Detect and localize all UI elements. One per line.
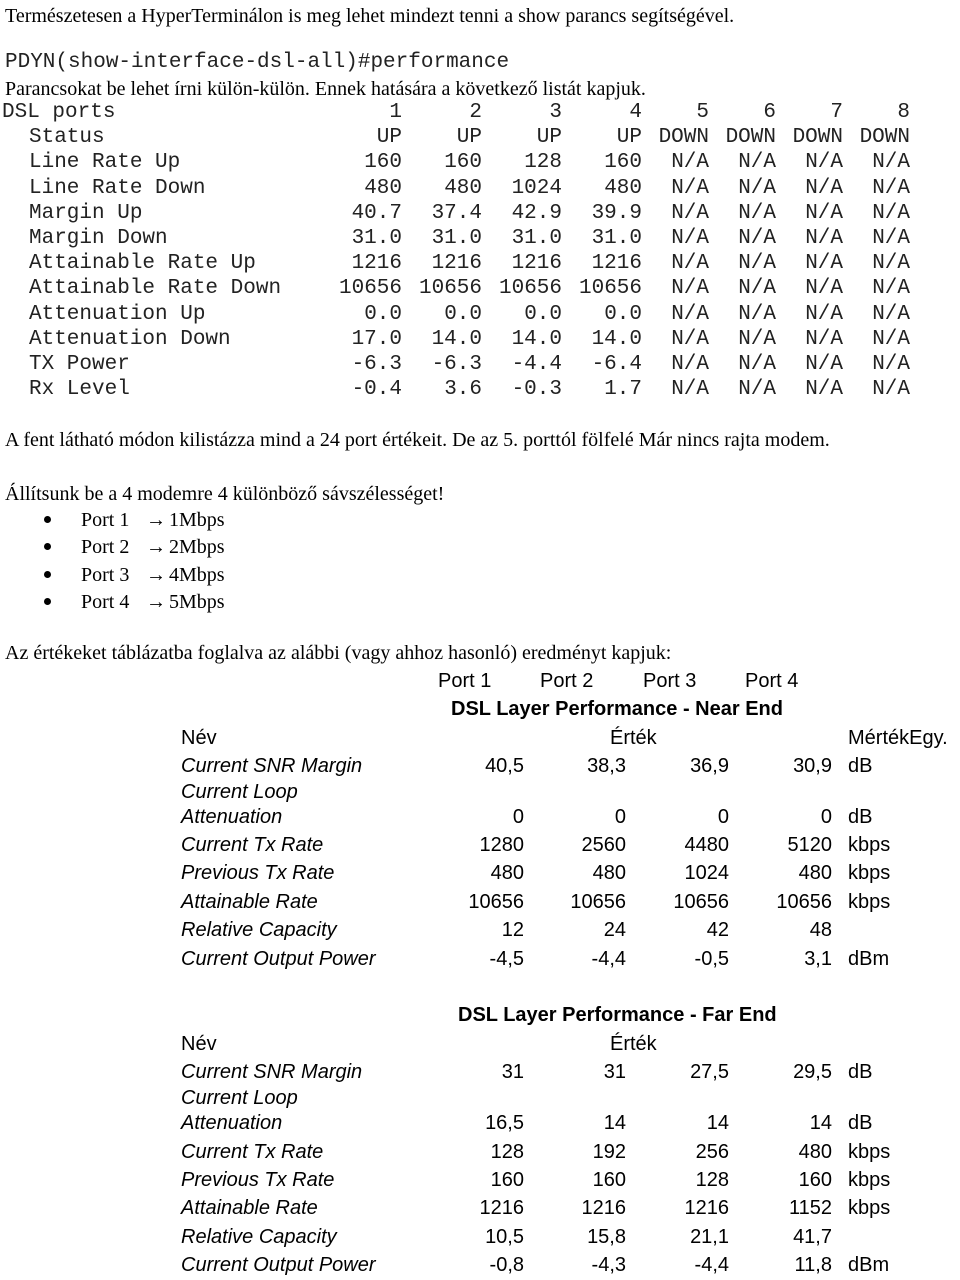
list-item bbox=[0, 590, 400, 614]
metric-value: 1024 bbox=[684, 862, 729, 884]
metric-name: Attainable Rate bbox=[181, 1197, 318, 1219]
terminal-cell: N/A bbox=[671, 302, 709, 326]
near-end-title: DSL Layer Performance - Near End bbox=[451, 698, 783, 720]
terminal-cell: 37.4 bbox=[431, 201, 482, 225]
table-row bbox=[0, 948, 960, 974]
terminal-cell: N/A bbox=[671, 227, 709, 250]
terminal-cell: 0.0 bbox=[364, 302, 402, 326]
port-header: Port 4 bbox=[745, 670, 799, 692]
metric-value: 3,1 bbox=[804, 948, 832, 970]
metric-value: 29,5 bbox=[793, 1061, 832, 1083]
metric-value: 0 bbox=[717, 806, 729, 828]
terminal-cell: 160 bbox=[604, 151, 642, 175]
metric-name: Current SNR Margin bbox=[181, 755, 363, 777]
terminal-cell: 5 bbox=[696, 101, 709, 124]
terminal-row-label: Margin Up bbox=[29, 201, 143, 225]
terminal-cell: N/A bbox=[872, 302, 910, 326]
terminal-cell: N/A bbox=[872, 151, 910, 175]
terminal-row-label: Attainable Rate Up bbox=[29, 252, 256, 276]
metric-value: -4,4 bbox=[591, 948, 626, 970]
terminal-cell: N/A bbox=[805, 327, 843, 351]
bullet-port-label: Port 1 bbox=[81, 509, 130, 531]
metric-value: 14 bbox=[603, 1112, 626, 1134]
terminal-cell: 480 bbox=[444, 176, 482, 200]
terminal-cell: N/A bbox=[738, 252, 776, 276]
metric-value: 31 bbox=[603, 1061, 626, 1083]
terminal-cell: N/A bbox=[805, 176, 843, 200]
arrow-right-icon: → bbox=[146, 563, 166, 586]
terminal-row bbox=[0, 227, 960, 252]
metric-unit: dB bbox=[848, 1061, 873, 1083]
metric-value: 40,5 bbox=[485, 755, 524, 777]
list-item bbox=[0, 535, 400, 559]
terminal-cell: 39.9 bbox=[591, 201, 642, 225]
terminal-cell: 1024 bbox=[511, 176, 562, 200]
terminal-cell: 480 bbox=[364, 176, 402, 200]
terminal-cell: DOWN bbox=[792, 126, 843, 150]
terminal-cell: 160 bbox=[364, 151, 402, 175]
bullet-port-label: Port 4 bbox=[81, 590, 130, 613]
metric-value: 1216 bbox=[479, 1197, 524, 1219]
terminal-cell: N/A bbox=[671, 151, 709, 175]
bullet-dot-icon bbox=[44, 571, 51, 578]
terminal-row bbox=[0, 151, 960, 176]
terminal-cell: 1216 bbox=[591, 252, 642, 276]
terminal-cell: N/A bbox=[671, 201, 709, 225]
terminal-cell: -6.3 bbox=[351, 353, 402, 376]
bullet-value: 4Mbps bbox=[169, 563, 225, 586]
terminal-cell: 10656 bbox=[498, 277, 562, 301]
terminal-row bbox=[0, 177, 960, 202]
bullet-value: 1Mbps bbox=[169, 509, 225, 531]
metric-value: 1152 bbox=[788, 1197, 832, 1219]
metric-unit: kbps bbox=[848, 1169, 891, 1191]
metric-value: 480 bbox=[592, 862, 626, 884]
terminal-cell: 3.6 bbox=[444, 378, 482, 402]
terminal-cell: N/A bbox=[738, 176, 776, 200]
terminal-cell: DOWN bbox=[658, 126, 709, 150]
metric-value: 192 bbox=[592, 1141, 626, 1163]
terminal-cell: DOWN bbox=[725, 126, 776, 150]
terminal-row-label: DSL ports bbox=[2, 101, 116, 124]
metric-name: Current SNR Margin bbox=[181, 1061, 363, 1083]
terminal-cell: 17.0 bbox=[351, 327, 402, 351]
metric-value: 128 bbox=[490, 1141, 524, 1163]
terminal-row-label: Margin Down bbox=[29, 227, 168, 250]
terminal-cell: 14.0 bbox=[511, 327, 562, 351]
far-end-header-row bbox=[0, 1033, 960, 1059]
terminal-cell: 128 bbox=[524, 151, 562, 175]
metric-value: 41,7 bbox=[793, 1226, 832, 1248]
terminal-cell: 1 bbox=[389, 101, 402, 124]
terminal-cell: N/A bbox=[738, 302, 776, 326]
terminal-cell: UP bbox=[536, 126, 562, 150]
terminal-cell: N/A bbox=[738, 353, 776, 376]
metric-value: 0 bbox=[614, 806, 626, 828]
port-header: Port 1 bbox=[438, 670, 492, 692]
terminal-cell: N/A bbox=[738, 227, 776, 250]
terminal-cell: 1216 bbox=[431, 252, 482, 276]
terminal-cell: N/A bbox=[872, 201, 910, 225]
metric-value: 10656 bbox=[776, 891, 832, 913]
terminal-cell: 480 bbox=[604, 176, 642, 200]
metric-name: Relative Capacity bbox=[181, 1226, 337, 1248]
terminal-cell: 31.0 bbox=[511, 227, 562, 250]
terminal-cell: 40.7 bbox=[351, 201, 402, 225]
table-row bbox=[0, 806, 960, 832]
metric-name: Previous Tx Rate bbox=[181, 1169, 335, 1191]
metric-unit: dB bbox=[848, 806, 873, 828]
list-item bbox=[0, 563, 400, 587]
terminal-cell: N/A bbox=[872, 252, 910, 276]
terminal-cell: N/A bbox=[872, 378, 910, 402]
near-end-header-row bbox=[0, 727, 960, 753]
terminal-cell: N/A bbox=[805, 277, 843, 301]
metric-value: -0,8 bbox=[489, 1254, 524, 1276]
terminal-cell: N/A bbox=[671, 176, 709, 200]
terminal-cell: 7 bbox=[830, 101, 843, 124]
metric-value: 10656 bbox=[673, 891, 729, 913]
terminal-cell: 0.0 bbox=[524, 302, 562, 326]
port-header: Port 2 bbox=[540, 670, 594, 692]
metric-value: 48 bbox=[809, 919, 832, 941]
far-end-table bbox=[0, 1033, 960, 1278]
terminal-cell: -6.3 bbox=[431, 353, 482, 376]
metric-value: 38,3 bbox=[587, 755, 626, 777]
metric-name: Relative Capacity bbox=[181, 919, 337, 941]
metric-value: 480 bbox=[490, 862, 524, 884]
terminal-row bbox=[0, 277, 960, 302]
terminal-cell: N/A bbox=[738, 277, 776, 301]
metric-unit: dB bbox=[848, 1112, 873, 1134]
table-row bbox=[0, 1254, 960, 1280]
table-row bbox=[0, 1169, 960, 1195]
metric-value: 0 bbox=[512, 806, 524, 828]
bullet-port-label: Port 2 bbox=[81, 536, 130, 559]
terminal-row bbox=[0, 202, 960, 227]
table-row bbox=[0, 781, 960, 807]
terminal-cell: N/A bbox=[738, 151, 776, 175]
metric-value: 1216 bbox=[684, 1197, 729, 1219]
metric-name: Current Loop bbox=[181, 781, 298, 803]
table-row bbox=[0, 1112, 960, 1138]
terminal-cell: N/A bbox=[805, 201, 843, 225]
terminal-cell: 6 bbox=[763, 101, 776, 124]
terminal-row-label: Rx Level bbox=[29, 378, 130, 402]
terminal-cell: 4 bbox=[629, 101, 642, 124]
terminal-cell: N/A bbox=[872, 327, 910, 351]
terminal-cell: 14.0 bbox=[431, 327, 482, 351]
terminal-cell: N/A bbox=[872, 227, 910, 250]
terminal-cell: UP bbox=[456, 126, 482, 150]
terminal-output bbox=[0, 101, 960, 401]
terminal-cell: N/A bbox=[738, 201, 776, 225]
terminal-cell: 160 bbox=[444, 151, 482, 175]
metric-value: 36,9 bbox=[690, 755, 729, 777]
arrow-right-icon: → bbox=[146, 536, 166, 559]
terminal-cell: -4.4 bbox=[511, 353, 562, 376]
metric-value: 2560 bbox=[581, 834, 626, 856]
bullet-value: 2Mbps bbox=[169, 536, 225, 559]
terminal-row bbox=[0, 328, 960, 353]
metric-value: 30,9 bbox=[793, 755, 832, 777]
bullet-port-label: Port 3 bbox=[81, 563, 130, 586]
metric-value: 128 bbox=[695, 1169, 729, 1191]
metric-unit: dBm bbox=[848, 948, 890, 970]
metric-unit: kbps bbox=[848, 862, 891, 884]
terminal-cell: 3 bbox=[549, 101, 562, 124]
metric-value: -0,5 bbox=[694, 948, 729, 970]
metric-unit: kbps bbox=[848, 891, 891, 913]
metric-value: 160 bbox=[490, 1169, 524, 1191]
intro-text: Természetesen a HyperTerminálon is meg lehet mindezt tenni a show parancs segítségével. bbox=[5, 5, 735, 27]
terminal-header-row bbox=[0, 101, 960, 126]
table-row bbox=[0, 862, 960, 888]
table-intro: Az értékeket táblázatba foglalva az alábbi (vagy ahhoz hasonló) eredményt kapjuk: bbox=[5, 642, 672, 664]
terminal-row-label: TX Power bbox=[29, 353, 130, 376]
near-end-table bbox=[0, 727, 960, 977]
metric-value: 31 bbox=[501, 1061, 524, 1083]
metric-unit: dBm bbox=[848, 1254, 890, 1276]
terminal-cell: N/A bbox=[805, 151, 843, 175]
col-value-header: Érték bbox=[610, 727, 657, 749]
port-header: Port 3 bbox=[643, 670, 697, 692]
terminal-row-label: Attenuation Down bbox=[29, 327, 231, 351]
metric-value: -4,4 bbox=[694, 1254, 729, 1276]
arrow-right-icon: → bbox=[146, 590, 166, 613]
metric-value: 16,5 bbox=[485, 1112, 524, 1134]
metric-value: 12 bbox=[501, 919, 524, 941]
bullet-value: 5Mbps bbox=[169, 590, 225, 613]
metric-name: Attenuation bbox=[181, 1112, 283, 1134]
metric-name: Current Tx Rate bbox=[181, 834, 324, 856]
terminal-cell: 8 bbox=[897, 101, 910, 124]
metric-name: Current Output Power bbox=[181, 1254, 376, 1276]
terminal-cell: 1.7 bbox=[604, 378, 642, 402]
metric-value: 256 bbox=[695, 1141, 729, 1163]
terminal-cell: 0.0 bbox=[444, 302, 482, 326]
table-row bbox=[0, 1226, 960, 1252]
metric-value: 5120 bbox=[787, 834, 832, 856]
terminal-cell: N/A bbox=[671, 378, 709, 402]
metric-value: 480 bbox=[798, 862, 832, 884]
terminal-row-label: Attainable Rate Down bbox=[29, 277, 282, 301]
terminal-cell: N/A bbox=[671, 327, 709, 351]
terminal-cell: N/A bbox=[805, 353, 843, 376]
terminal-cell: N/A bbox=[805, 227, 843, 250]
table-row bbox=[0, 891, 960, 917]
far-end-title: DSL Layer Performance - Far End bbox=[458, 1004, 777, 1026]
metric-unit: dB bbox=[848, 755, 873, 777]
metric-value: 1216 bbox=[581, 1197, 626, 1219]
terminal-cell: 10656 bbox=[338, 277, 402, 301]
after-text: A fent látható módon kilistázza mind a 24 port értékeit. De az 5. porttól fölfelé Már nincs rajta modem. bbox=[5, 429, 830, 451]
terminal-cell: 42.9 bbox=[511, 201, 562, 225]
terminal-cell: N/A bbox=[805, 378, 843, 402]
terminal-cell: N/A bbox=[872, 353, 910, 376]
bullet-dot-icon bbox=[44, 598, 51, 605]
terminal-cell: 31.0 bbox=[431, 227, 482, 250]
list-item bbox=[0, 508, 400, 532]
terminal-cell: 1216 bbox=[351, 252, 402, 276]
metric-unit: kbps bbox=[848, 834, 891, 856]
metric-value: 4480 bbox=[684, 834, 729, 856]
metric-value: 160 bbox=[592, 1169, 626, 1191]
metric-name: Previous Tx Rate bbox=[181, 862, 335, 884]
metric-value: 160 bbox=[798, 1169, 832, 1191]
metric-name: Attenuation bbox=[181, 806, 283, 828]
metric-value: 10656 bbox=[468, 891, 524, 913]
terminal-cell: N/A bbox=[805, 302, 843, 326]
metric-unit: kbps bbox=[848, 1141, 891, 1163]
metric-value: 21,1 bbox=[690, 1226, 729, 1248]
terminal-row-label: Line Rate Down bbox=[29, 176, 206, 200]
metric-value: 24 bbox=[603, 919, 626, 941]
metric-value: 1280 bbox=[479, 834, 524, 856]
terminal-cell: 1216 bbox=[511, 252, 562, 276]
table-row bbox=[0, 755, 960, 781]
metric-value: 10,5 bbox=[485, 1226, 524, 1248]
metric-name: Current Tx Rate bbox=[181, 1141, 324, 1163]
table-row bbox=[0, 1061, 960, 1087]
table-row bbox=[0, 1087, 960, 1113]
metric-value: 14 bbox=[809, 1112, 832, 1134]
bullet-dot-icon bbox=[44, 516, 51, 523]
terminal-cell: UP bbox=[616, 126, 642, 150]
col-name-header: Név bbox=[181, 727, 217, 749]
terminal-cell: N/A bbox=[805, 252, 843, 276]
terminal-cell: N/A bbox=[738, 327, 776, 351]
table-row bbox=[0, 919, 960, 945]
terminal-cell: N/A bbox=[738, 378, 776, 402]
command-line: PDYN(show-interface-dsl-all)#performance bbox=[5, 51, 510, 74]
bandwidth-intro: Állítsunk be a 4 modemre 4 különböző sávszélességet! bbox=[5, 483, 445, 505]
terminal-row bbox=[0, 353, 960, 378]
terminal-row-label: Status bbox=[29, 126, 105, 150]
table-row bbox=[0, 1141, 960, 1167]
terminal-cell: 0.0 bbox=[604, 302, 642, 326]
metric-unit: kbps bbox=[848, 1197, 891, 1219]
col-name-header: Név bbox=[181, 1033, 217, 1055]
terminal-cell: -0.4 bbox=[351, 378, 402, 402]
bullet-dot-icon bbox=[44, 543, 51, 550]
table-row bbox=[0, 1197, 960, 1223]
terminal-row bbox=[0, 303, 960, 328]
terminal-cell: 31.0 bbox=[591, 227, 642, 250]
terminal-row bbox=[0, 378, 960, 403]
metric-value: -4,3 bbox=[591, 1254, 626, 1276]
metric-value: 10656 bbox=[570, 891, 626, 913]
arrow-right-icon: → bbox=[146, 509, 166, 531]
metric-name: Attainable Rate bbox=[181, 891, 318, 913]
terminal-row bbox=[0, 252, 960, 277]
port-headers bbox=[0, 669, 960, 695]
metric-value: 15,8 bbox=[587, 1226, 626, 1248]
terminal-cell: UP bbox=[376, 126, 402, 150]
terminal-cell: N/A bbox=[671, 252, 709, 276]
metric-value: 480 bbox=[798, 1141, 832, 1163]
metric-value: 14 bbox=[706, 1112, 729, 1134]
metric-name: Current Loop bbox=[181, 1087, 298, 1109]
bandwidth-list bbox=[0, 508, 960, 618]
terminal-cell: N/A bbox=[671, 277, 709, 301]
terminal-row bbox=[0, 126, 960, 151]
command-note: Parancsokat be lehet írni külön-külön. Ennek hatására a következő listát kapjuk. bbox=[5, 78, 646, 100]
terminal-cell: 10656 bbox=[418, 277, 482, 301]
metric-value: 42 bbox=[706, 919, 729, 941]
metric-value: 11,8 bbox=[794, 1254, 832, 1276]
terminal-cell: 14.0 bbox=[591, 327, 642, 351]
metric-value: 0 bbox=[820, 806, 832, 828]
metric-value: 27,5 bbox=[690, 1061, 729, 1083]
terminal-cell: N/A bbox=[671, 353, 709, 376]
terminal-cell: N/A bbox=[872, 277, 910, 301]
metric-value: -4,5 bbox=[489, 948, 524, 970]
terminal-cell: 31.0 bbox=[351, 227, 402, 250]
terminal-cell: 10656 bbox=[578, 277, 642, 301]
terminal-cell: 2 bbox=[469, 101, 482, 124]
terminal-cell: -0.3 bbox=[511, 378, 562, 402]
metric-name: Current Output Power bbox=[181, 948, 376, 970]
table-row bbox=[0, 834, 960, 860]
terminal-row-label: Line Rate Up bbox=[29, 151, 181, 175]
terminal-cell: DOWN bbox=[859, 126, 910, 150]
terminal-cell: N/A bbox=[872, 176, 910, 200]
col-value-header: Érték bbox=[610, 1033, 657, 1055]
col-unit-header: MértékEgy. bbox=[848, 727, 948, 749]
terminal-row-label: Attenuation Up bbox=[29, 302, 206, 326]
terminal-cell: -6.4 bbox=[591, 353, 642, 376]
